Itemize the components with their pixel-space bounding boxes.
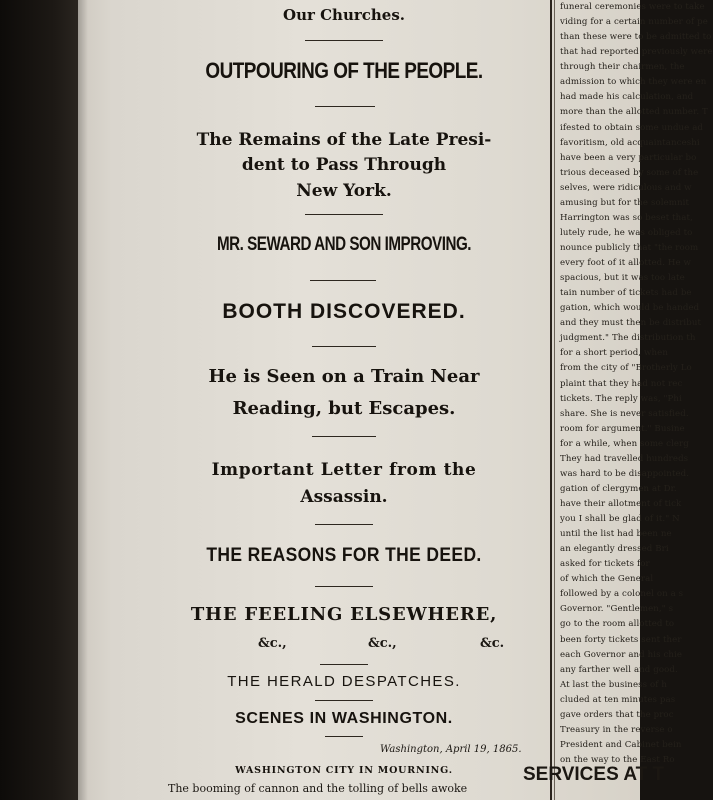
text-line: room for argument." Busine [560,423,685,434]
text-line: judgment." The distribution th [560,333,696,344]
text-line: for a short period, when [560,348,668,359]
text-line: favoritism, old acquaintanceshi [560,137,700,148]
text-line: each Governor and his chie [560,649,683,660]
subhead-line: Important Letter from the [211,460,477,480]
text-line: admission to which they were en [560,77,707,88]
subhead-line: dent to Pass Through [241,155,447,175]
newspaper-page [78,0,713,800]
text-line: than these were to be admitted to [560,32,712,43]
rule [315,106,375,107]
headline-feeling: THE FEELING ELSEWHERE, [190,604,498,625]
text-line: have been a very particular bo [560,152,697,163]
rule [310,280,376,281]
etc-mark: &c. [480,636,505,651]
section-title: Our Churches. [283,6,405,24]
subhead-line: Reading, but Escapes. [232,398,456,419]
section-heading-services: SERVICES AT T [523,764,665,785]
text-line: Harrington was so beset that, [560,212,693,223]
subhead-line: He is Seen on a Train Near [208,366,480,387]
text-line: you I shall be glad of it." N [560,514,680,524]
text-line: cluded at ten minutes pas [560,694,676,705]
rule [320,664,368,665]
headline-scenes: SCENES IN WASHINGTON. [235,710,453,727]
rule [312,346,376,347]
headline-booth: BOOTH DISCOVERED. [222,300,466,323]
text-line: of which the General [560,574,654,585]
text-line: funeral ceremonies were to take [560,2,705,12]
dark-background-edge [0,0,78,800]
column-rule [550,0,552,800]
text-line: an elegantly dressed Bri [560,544,669,555]
body-text: The booming of cannon and the tolling of bells awoke [168,782,468,795]
section-heading: WASHINGTON CITY IN MOURNING. [235,765,453,776]
subhead-line: New York. [296,181,392,201]
text-line: on the way to the East Ro [560,754,675,765]
text-line: every foot of it allotted. He w [560,258,691,268]
text-line: gation of clergymen at Dr. [560,483,677,494]
text-line: more than the allotted number. T [560,107,708,118]
text-line: until the list had been ne [560,529,672,540]
text-line: and they must then be distribut [560,318,702,329]
text-line: spacious, but it was too late [560,273,685,284]
rule [325,736,363,737]
text-line: lutely rude, he was obliged to [560,227,693,238]
text-line: had made his calculation, and [560,92,694,103]
text-line: ifested to obtain some undue ad [560,122,704,133]
text-line: viding for a certain number of pe [560,17,708,28]
text-line: They had travelled hundreds [560,453,689,464]
headline-outpouring: OUTPOURING OF THE PEOPLE. [205,58,483,83]
etc-mark: &c., [258,636,287,651]
subhead-line: Assassin. [300,487,388,507]
text-line: been forty tickets sent ther [560,634,682,645]
text-line: followed by a colonel on a s [560,589,684,600]
text-line: nounce publicly that "the room [560,242,699,253]
text-line: At last the business of h [560,679,668,690]
text-line: was hard to be disappointed. [560,468,690,479]
text-line: for a while, when some clerg [560,438,689,449]
text-line: amusing but for the solemnit [560,197,690,208]
headline-seward: MR. SEWARD AND SON IMPROVING. [216,234,472,255]
rule [305,40,383,41]
text-line: President and Cabinet bein [560,739,682,750]
rule [315,586,373,587]
text-line: have their allotment of tick [560,498,682,509]
headline-reasons: THE REASONS FOR THE DEED. [206,545,482,566]
subhead-line: The Remains of the Late Presi- [196,130,492,150]
text-line: go to the room allotted to [560,619,675,630]
text-line: from the city of "Brotherly Lo [560,363,692,374]
rule [315,524,373,525]
headline-herald: THE HERALD DESPATCHES. [227,673,461,690]
column-rule-thin [554,0,555,800]
body-text-column [557,0,713,800]
rule [315,700,373,701]
text-line: Governor. "Gentlemen," s [560,604,674,615]
text-line: selves, were ridiculous and w [560,182,692,193]
text-line: tickets. The reply was, "Phi [560,393,682,404]
rule [305,214,383,215]
text-line: any farther well and good. [560,664,678,675]
text-line: trious deceased by some of the [560,167,699,178]
text-line: gave orders that the proc [560,709,674,720]
text-line: asked for tickets for [560,559,650,570]
text-line: gation, which would be handed [560,303,700,314]
etc-mark: &c., [368,636,397,651]
text-line: that had reported previously were [560,47,713,58]
text-line: share. She is never satisfied. [560,408,689,419]
text-line: tain number of tickets had be [560,288,692,299]
text-line: Treasury in the reverse o [560,724,673,735]
rule [312,436,376,437]
page-fold-shadow [78,0,88,800]
headline-column [150,0,538,800]
dateline: Washington, April 19, 1865. [380,744,522,755]
text-line: through their chairmen, the [560,62,685,73]
text-line: plaint that they had not rec [560,378,683,389]
